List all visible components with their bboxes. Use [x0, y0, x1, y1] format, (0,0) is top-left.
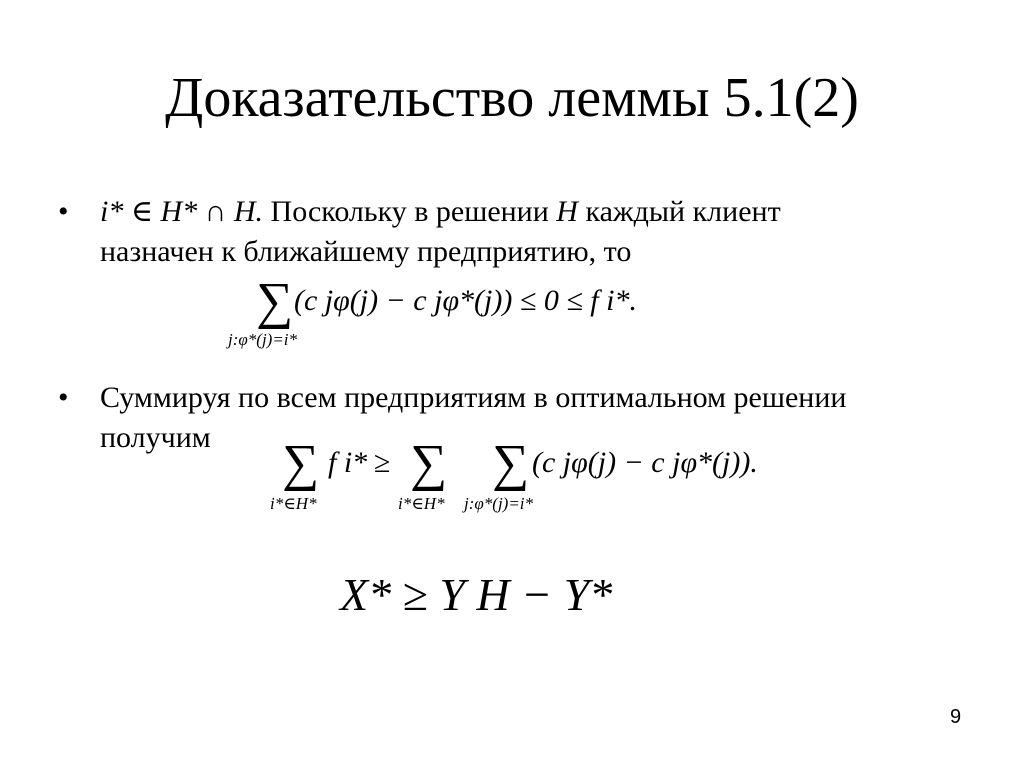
relation-sign: ≥	[374, 446, 391, 479]
sum-symbol: ∑	[492, 435, 530, 492]
bullet-line2: получим	[100, 421, 211, 454]
formula-term: f i*	[328, 446, 368, 479]
formula-body: (c jφ(j) − c jφ*(j)).	[532, 446, 758, 479]
bullet-line1: Поскольку в решении	[263, 195, 557, 228]
sum-symbol: ∑	[282, 435, 320, 492]
sum-index: j:φ*(j)=i*	[228, 330, 298, 349]
sum-index: j:φ*(j)=i*	[464, 494, 534, 513]
formula-sum-1	[228, 272, 668, 362]
formula-sum-2	[270, 432, 770, 522]
bullet-line1-end: каждый клиент	[577, 195, 781, 228]
formula-body: (c jφ(j) − c jφ*(j)) ≤ 0 ≤ f i*.	[294, 284, 637, 317]
bullet-italic-word: H	[556, 195, 578, 228]
lead-math: i* ∈ H* ∩ H.	[100, 195, 264, 228]
sum-index: i*∈H*	[270, 494, 317, 513]
sum-index: i*∈H*	[398, 494, 445, 513]
bullet-text	[100, 192, 980, 272]
sum-symbol: ∑	[410, 435, 448, 492]
bullet-marker: •	[58, 381, 69, 414]
sum-symbol: ∑	[256, 273, 294, 330]
bullet-item	[58, 192, 978, 272]
bullet-line1: Суммируя по всем предприятиям в оптимальном решении	[100, 381, 847, 414]
slide-title: Доказательство леммы 5.1(2)	[165, 67, 859, 129]
page-number: 9	[950, 706, 962, 728]
bullet-marker: •	[58, 195, 69, 228]
bullet-line2: назначен к ближайшему предприятию, то	[100, 235, 632, 268]
formula-result: X* ≥ Y H − Y*	[340, 569, 613, 620]
